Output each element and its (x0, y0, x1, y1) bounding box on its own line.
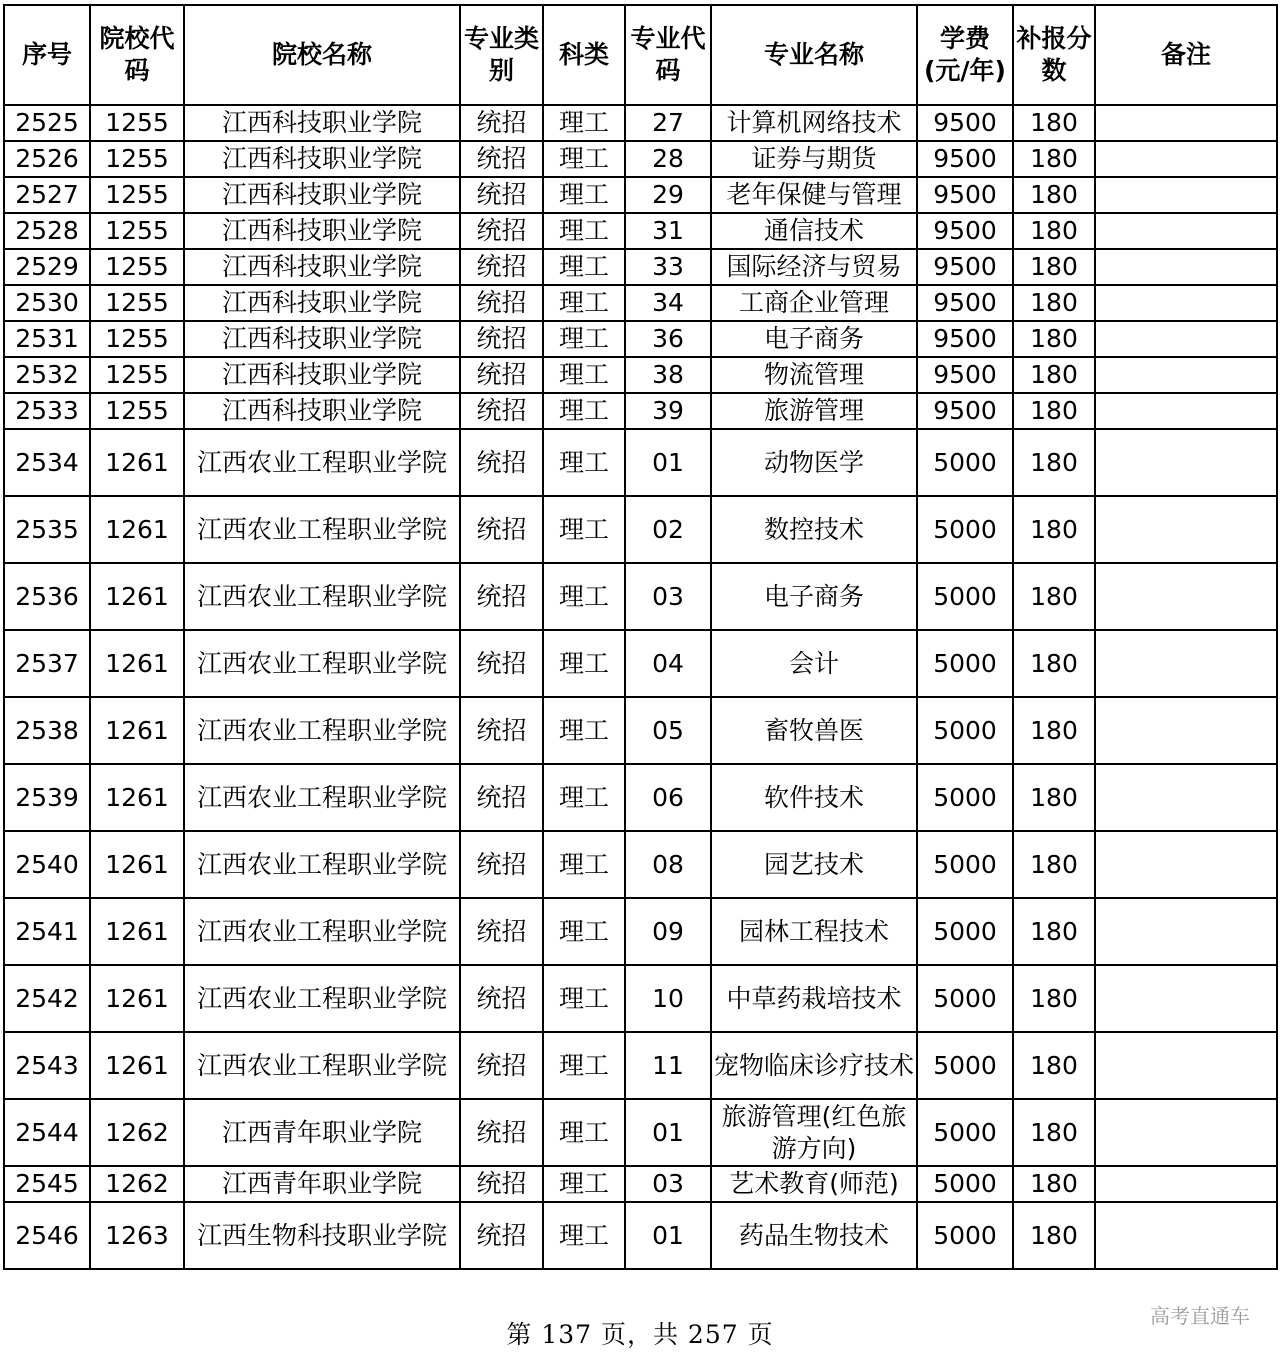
table-cell: 1255 (90, 357, 184, 393)
table-cell: 9500 (917, 141, 1013, 177)
table-cell: 5000 (917, 697, 1013, 764)
table-cell: 江西农业工程职业学院 (184, 965, 460, 1032)
table-cell: 34 (625, 285, 711, 321)
table-cell: 江西青年职业学院 (184, 1166, 460, 1202)
table-cell: 180 (1013, 965, 1095, 1032)
header-cell: 学费(元/年) (917, 5, 1013, 105)
table-cell: 电子商务 (711, 321, 917, 357)
table-row (4, 213, 1277, 249)
table-cell: 1255 (90, 141, 184, 177)
table-cell: 统招 (460, 965, 543, 1032)
table-cell: 理工 (543, 1032, 625, 1099)
table-cell: 理工 (543, 831, 625, 898)
header-cell: 序号 (4, 5, 90, 105)
table-cell: 1261 (90, 429, 184, 496)
table-cell: 9500 (917, 321, 1013, 357)
table-cell: 理工 (543, 1166, 625, 1202)
table-cell: 2539 (4, 764, 90, 831)
table-cell (1095, 831, 1277, 898)
table-cell: 1261 (90, 898, 184, 965)
table-cell: 旅游管理(红色旅游方向) (711, 1099, 917, 1166)
table-cell: 5000 (917, 630, 1013, 697)
table-cell: 5000 (917, 1202, 1013, 1269)
table-cell (1095, 105, 1277, 141)
table-cell (1095, 429, 1277, 496)
table-cell: 5000 (917, 764, 1013, 831)
table-cell: 理工 (543, 177, 625, 213)
table-cell: 江西农业工程职业学院 (184, 764, 460, 831)
table-cell: 统招 (460, 496, 543, 563)
table-cell: 9500 (917, 393, 1013, 429)
table-cell: 1261 (90, 1032, 184, 1099)
table-cell: 1255 (90, 285, 184, 321)
table-cell: 统招 (460, 285, 543, 321)
table-cell (1095, 764, 1277, 831)
table-cell: 2527 (4, 177, 90, 213)
table-cell: 理工 (543, 249, 625, 285)
table-row (4, 630, 1277, 697)
table-cell (1095, 285, 1277, 321)
header-cell: 专业名称 (711, 5, 917, 105)
table-row (4, 105, 1277, 141)
table-cell: 1261 (90, 563, 184, 630)
table-cell: 会计 (711, 630, 917, 697)
table-cell: 计算机网络技术 (711, 105, 917, 141)
table-cell: 180 (1013, 630, 1095, 697)
table-cell: 1263 (90, 1202, 184, 1269)
table-cell: 180 (1013, 321, 1095, 357)
table-cell: 5000 (917, 496, 1013, 563)
table-row (4, 965, 1277, 1032)
table-cell: 理工 (543, 697, 625, 764)
table-cell: 10 (625, 965, 711, 1032)
table-cell: 统招 (460, 321, 543, 357)
table-row (4, 177, 1277, 213)
table-row (4, 1166, 1277, 1202)
table-row (4, 429, 1277, 496)
table-row (4, 249, 1277, 285)
table-cell: 统招 (460, 764, 543, 831)
table-cell: 2540 (4, 831, 90, 898)
table-cell: 理工 (543, 429, 625, 496)
table-cell: 统招 (460, 213, 543, 249)
header-cell: 院校名称 (184, 5, 460, 105)
table-cell: 理工 (543, 563, 625, 630)
table-cell: 28 (625, 141, 711, 177)
table-row (4, 357, 1277, 393)
table-cell: 国际经济与贸易 (711, 249, 917, 285)
table-cell: 9500 (917, 105, 1013, 141)
table-cell: 药品生物技术 (711, 1202, 917, 1269)
table-cell: 9500 (917, 213, 1013, 249)
table-cell: 理工 (543, 393, 625, 429)
table-cell: 180 (1013, 141, 1095, 177)
table-cell: 理工 (543, 141, 625, 177)
table-cell: 1262 (90, 1099, 184, 1166)
table-cell: 通信技术 (711, 213, 917, 249)
table-cell: 宠物临床诊疗技术 (711, 1032, 917, 1099)
table-cell: 艺术教育(师范) (711, 1166, 917, 1202)
table-cell: 统招 (460, 831, 543, 898)
header-cell: 补报分数 (1013, 5, 1095, 105)
table-row (4, 321, 1277, 357)
table-cell (1095, 1032, 1277, 1099)
table-cell: 江西科技职业学院 (184, 321, 460, 357)
table-cell: 180 (1013, 1099, 1095, 1166)
header-cell: 专业代码 (625, 5, 711, 105)
table-cell: 理工 (543, 1202, 625, 1269)
table-cell: 江西科技职业学院 (184, 357, 460, 393)
table-cell: 2526 (4, 141, 90, 177)
table-row (4, 496, 1277, 563)
table-cell: 统招 (460, 1032, 543, 1099)
table-cell: 统招 (460, 1166, 543, 1202)
table-cell (1095, 898, 1277, 965)
table-cell: 180 (1013, 831, 1095, 898)
header-row (4, 5, 1277, 105)
table-body (4, 105, 1277, 1269)
table-cell: 2546 (4, 1202, 90, 1269)
table-cell: 1255 (90, 105, 184, 141)
table-cell: 软件技术 (711, 764, 917, 831)
table-cell: 9500 (917, 249, 1013, 285)
table-cell: 工商企业管理 (711, 285, 917, 321)
table-cell: 理工 (543, 1099, 625, 1166)
table-row (4, 898, 1277, 965)
table-cell: 180 (1013, 1202, 1095, 1269)
table-cell (1095, 1166, 1277, 1202)
table-cell: 02 (625, 496, 711, 563)
table-cell: 1261 (90, 764, 184, 831)
header-cell: 院校代码 (90, 5, 184, 105)
table-cell: 5000 (917, 1099, 1013, 1166)
table-cell (1095, 249, 1277, 285)
table-cell: 1262 (90, 1166, 184, 1202)
table-cell: 180 (1013, 563, 1095, 630)
table-cell (1095, 630, 1277, 697)
table-cell: 江西农业工程职业学院 (184, 563, 460, 630)
table-cell (1095, 563, 1277, 630)
table-cell (1095, 965, 1277, 1032)
table-cell: 统招 (460, 357, 543, 393)
table-cell: 2533 (4, 393, 90, 429)
table-cell: 统招 (460, 1202, 543, 1269)
header-cell: 专业类别 (460, 5, 543, 105)
table-cell: 中草药栽培技术 (711, 965, 917, 1032)
table-cell: 理工 (543, 357, 625, 393)
table-cell: 03 (625, 1166, 711, 1202)
table-cell: 2545 (4, 1166, 90, 1202)
table-cell: 36 (625, 321, 711, 357)
table-row (4, 697, 1277, 764)
table-row (4, 141, 1277, 177)
table-cell: 2535 (4, 496, 90, 563)
table-cell: 1261 (90, 697, 184, 764)
table-cell: 电子商务 (711, 563, 917, 630)
table-row (4, 563, 1277, 630)
table-cell: 统招 (460, 1099, 543, 1166)
table-cell: 江西农业工程职业学院 (184, 496, 460, 563)
table-cell: 03 (625, 563, 711, 630)
table-cell: 38 (625, 357, 711, 393)
table-cell: 9500 (917, 285, 1013, 321)
table-cell: 江西农业工程职业学院 (184, 630, 460, 697)
table-cell: 2531 (4, 321, 90, 357)
table-cell: 统招 (460, 105, 543, 141)
table-cell: 江西农业工程职业学院 (184, 429, 460, 496)
table-cell: 畜牧兽医 (711, 697, 917, 764)
table-cell: 物流管理 (711, 357, 917, 393)
table-cell: 29 (625, 177, 711, 213)
table-cell: 180 (1013, 1166, 1095, 1202)
table-cell: 180 (1013, 105, 1095, 141)
table-cell: 180 (1013, 764, 1095, 831)
table-cell: 11 (625, 1032, 711, 1099)
table-cell: 1255 (90, 249, 184, 285)
table-cell: 2542 (4, 965, 90, 1032)
table-cell (1095, 321, 1277, 357)
table-cell: 理工 (543, 965, 625, 1032)
table-cell: 江西科技职业学院 (184, 105, 460, 141)
table-cell: 江西科技职业学院 (184, 285, 460, 321)
table-cell: 180 (1013, 898, 1095, 965)
header-cell: 科类 (543, 5, 625, 105)
table-cell: 5000 (917, 1166, 1013, 1202)
table-cell: 9500 (917, 177, 1013, 213)
table-cell: 2536 (4, 563, 90, 630)
table-cell: 江西科技职业学院 (184, 393, 460, 429)
table-cell: 1261 (90, 496, 184, 563)
table-cell: 旅游管理 (711, 393, 917, 429)
enrollment-table (3, 4, 1278, 1270)
table-cell: 江西农业工程职业学院 (184, 898, 460, 965)
table-cell: 2537 (4, 630, 90, 697)
table-cell: 1261 (90, 831, 184, 898)
table-cell: 5000 (917, 898, 1013, 965)
table-cell: 江西农业工程职业学院 (184, 1032, 460, 1099)
table-cell: 统招 (460, 898, 543, 965)
table-cell: 04 (625, 630, 711, 697)
table-cell: 5000 (917, 965, 1013, 1032)
table-cell: 2543 (4, 1032, 90, 1099)
table-cell: 理工 (543, 105, 625, 141)
table-cell: 江西农业工程职业学院 (184, 697, 460, 764)
table-cell: 5000 (917, 429, 1013, 496)
table-cell: 理工 (543, 630, 625, 697)
table-row (4, 1202, 1277, 1269)
table-row (4, 1032, 1277, 1099)
table-cell: 江西科技职业学院 (184, 249, 460, 285)
table-cell: 老年保健与管理 (711, 177, 917, 213)
table-cell: 理工 (543, 285, 625, 321)
table-cell (1095, 141, 1277, 177)
table-cell: 180 (1013, 393, 1095, 429)
table-cell: 01 (625, 1099, 711, 1166)
table-cell (1095, 213, 1277, 249)
table-cell: 统招 (460, 563, 543, 630)
table-cell: 05 (625, 697, 711, 764)
table-cell: 08 (625, 831, 711, 898)
table-row (4, 764, 1277, 831)
table-cell: 统招 (460, 177, 543, 213)
table-cell: 5000 (917, 831, 1013, 898)
table-cell: 2530 (4, 285, 90, 321)
table-cell: 2528 (4, 213, 90, 249)
table-cell: 1255 (90, 321, 184, 357)
table-cell: 动物医学 (711, 429, 917, 496)
table-cell: 统招 (460, 249, 543, 285)
table-cell: 01 (625, 1202, 711, 1269)
table-cell: 1261 (90, 630, 184, 697)
table-cell: 09 (625, 898, 711, 965)
table-cell: 180 (1013, 285, 1095, 321)
table-cell: 江西科技职业学院 (184, 213, 460, 249)
table-cell: 江西科技职业学院 (184, 141, 460, 177)
table-cell: 5000 (917, 563, 1013, 630)
table-cell: 理工 (543, 213, 625, 249)
table-cell: 2529 (4, 249, 90, 285)
table-cell: 统招 (460, 393, 543, 429)
table-cell: 180 (1013, 1032, 1095, 1099)
table-cell: 1255 (90, 393, 184, 429)
table-cell: 180 (1013, 357, 1095, 393)
table-cell: 2541 (4, 898, 90, 965)
table-cell: 统招 (460, 429, 543, 496)
table-cell: 统招 (460, 630, 543, 697)
table-cell: 2538 (4, 697, 90, 764)
table-cell: 27 (625, 105, 711, 141)
table-cell: 理工 (543, 764, 625, 831)
table-cell: 01 (625, 429, 711, 496)
table-cell: 园艺技术 (711, 831, 917, 898)
table-row (4, 1099, 1277, 1166)
table-cell: 2525 (4, 105, 90, 141)
table-cell: 统招 (460, 141, 543, 177)
table-cell (1095, 1099, 1277, 1166)
table-cell: 2532 (4, 357, 90, 393)
table-cell: 180 (1013, 496, 1095, 563)
table-cell (1095, 177, 1277, 213)
table-cell: 180 (1013, 429, 1095, 496)
table-cell: 5000 (917, 1032, 1013, 1099)
table-cell: 9500 (917, 357, 1013, 393)
table-cell: 理工 (543, 321, 625, 357)
table-cell: 理工 (543, 496, 625, 563)
table-cell: 06 (625, 764, 711, 831)
table-cell: 31 (625, 213, 711, 249)
watermark: 高考直通车 (1150, 1304, 1250, 1328)
table-cell: 1255 (90, 177, 184, 213)
table-cell: 数控技术 (711, 496, 917, 563)
table-cell: 39 (625, 393, 711, 429)
table-cell (1095, 357, 1277, 393)
table-cell: 2544 (4, 1099, 90, 1166)
table-cell: 1261 (90, 965, 184, 1032)
table-cell (1095, 1202, 1277, 1269)
table-cell (1095, 496, 1277, 563)
table-row (4, 393, 1277, 429)
table-cell: 180 (1013, 213, 1095, 249)
table-cell: 180 (1013, 697, 1095, 764)
table-cell: 理工 (543, 898, 625, 965)
table-cell: 江西农业工程职业学院 (184, 831, 460, 898)
table-cell: 江西生物科技职业学院 (184, 1202, 460, 1269)
table-cell (1095, 393, 1277, 429)
table-cell: 33 (625, 249, 711, 285)
table-cell: 180 (1013, 249, 1095, 285)
page-number: 第 137 页，共 257 页 (506, 1320, 774, 1349)
table-cell: 园林工程技术 (711, 898, 917, 965)
table-cell (1095, 697, 1277, 764)
header-cell: 备注 (1095, 5, 1277, 105)
table-row (4, 285, 1277, 321)
table-cell: 江西青年职业学院 (184, 1099, 460, 1166)
table-cell: 统招 (460, 697, 543, 764)
table-row (4, 831, 1277, 898)
table-cell: 2534 (4, 429, 90, 496)
table-cell: 1255 (90, 213, 184, 249)
table-cell: 180 (1013, 177, 1095, 213)
table-cell: 证券与期货 (711, 141, 917, 177)
table-cell: 江西科技职业学院 (184, 177, 460, 213)
